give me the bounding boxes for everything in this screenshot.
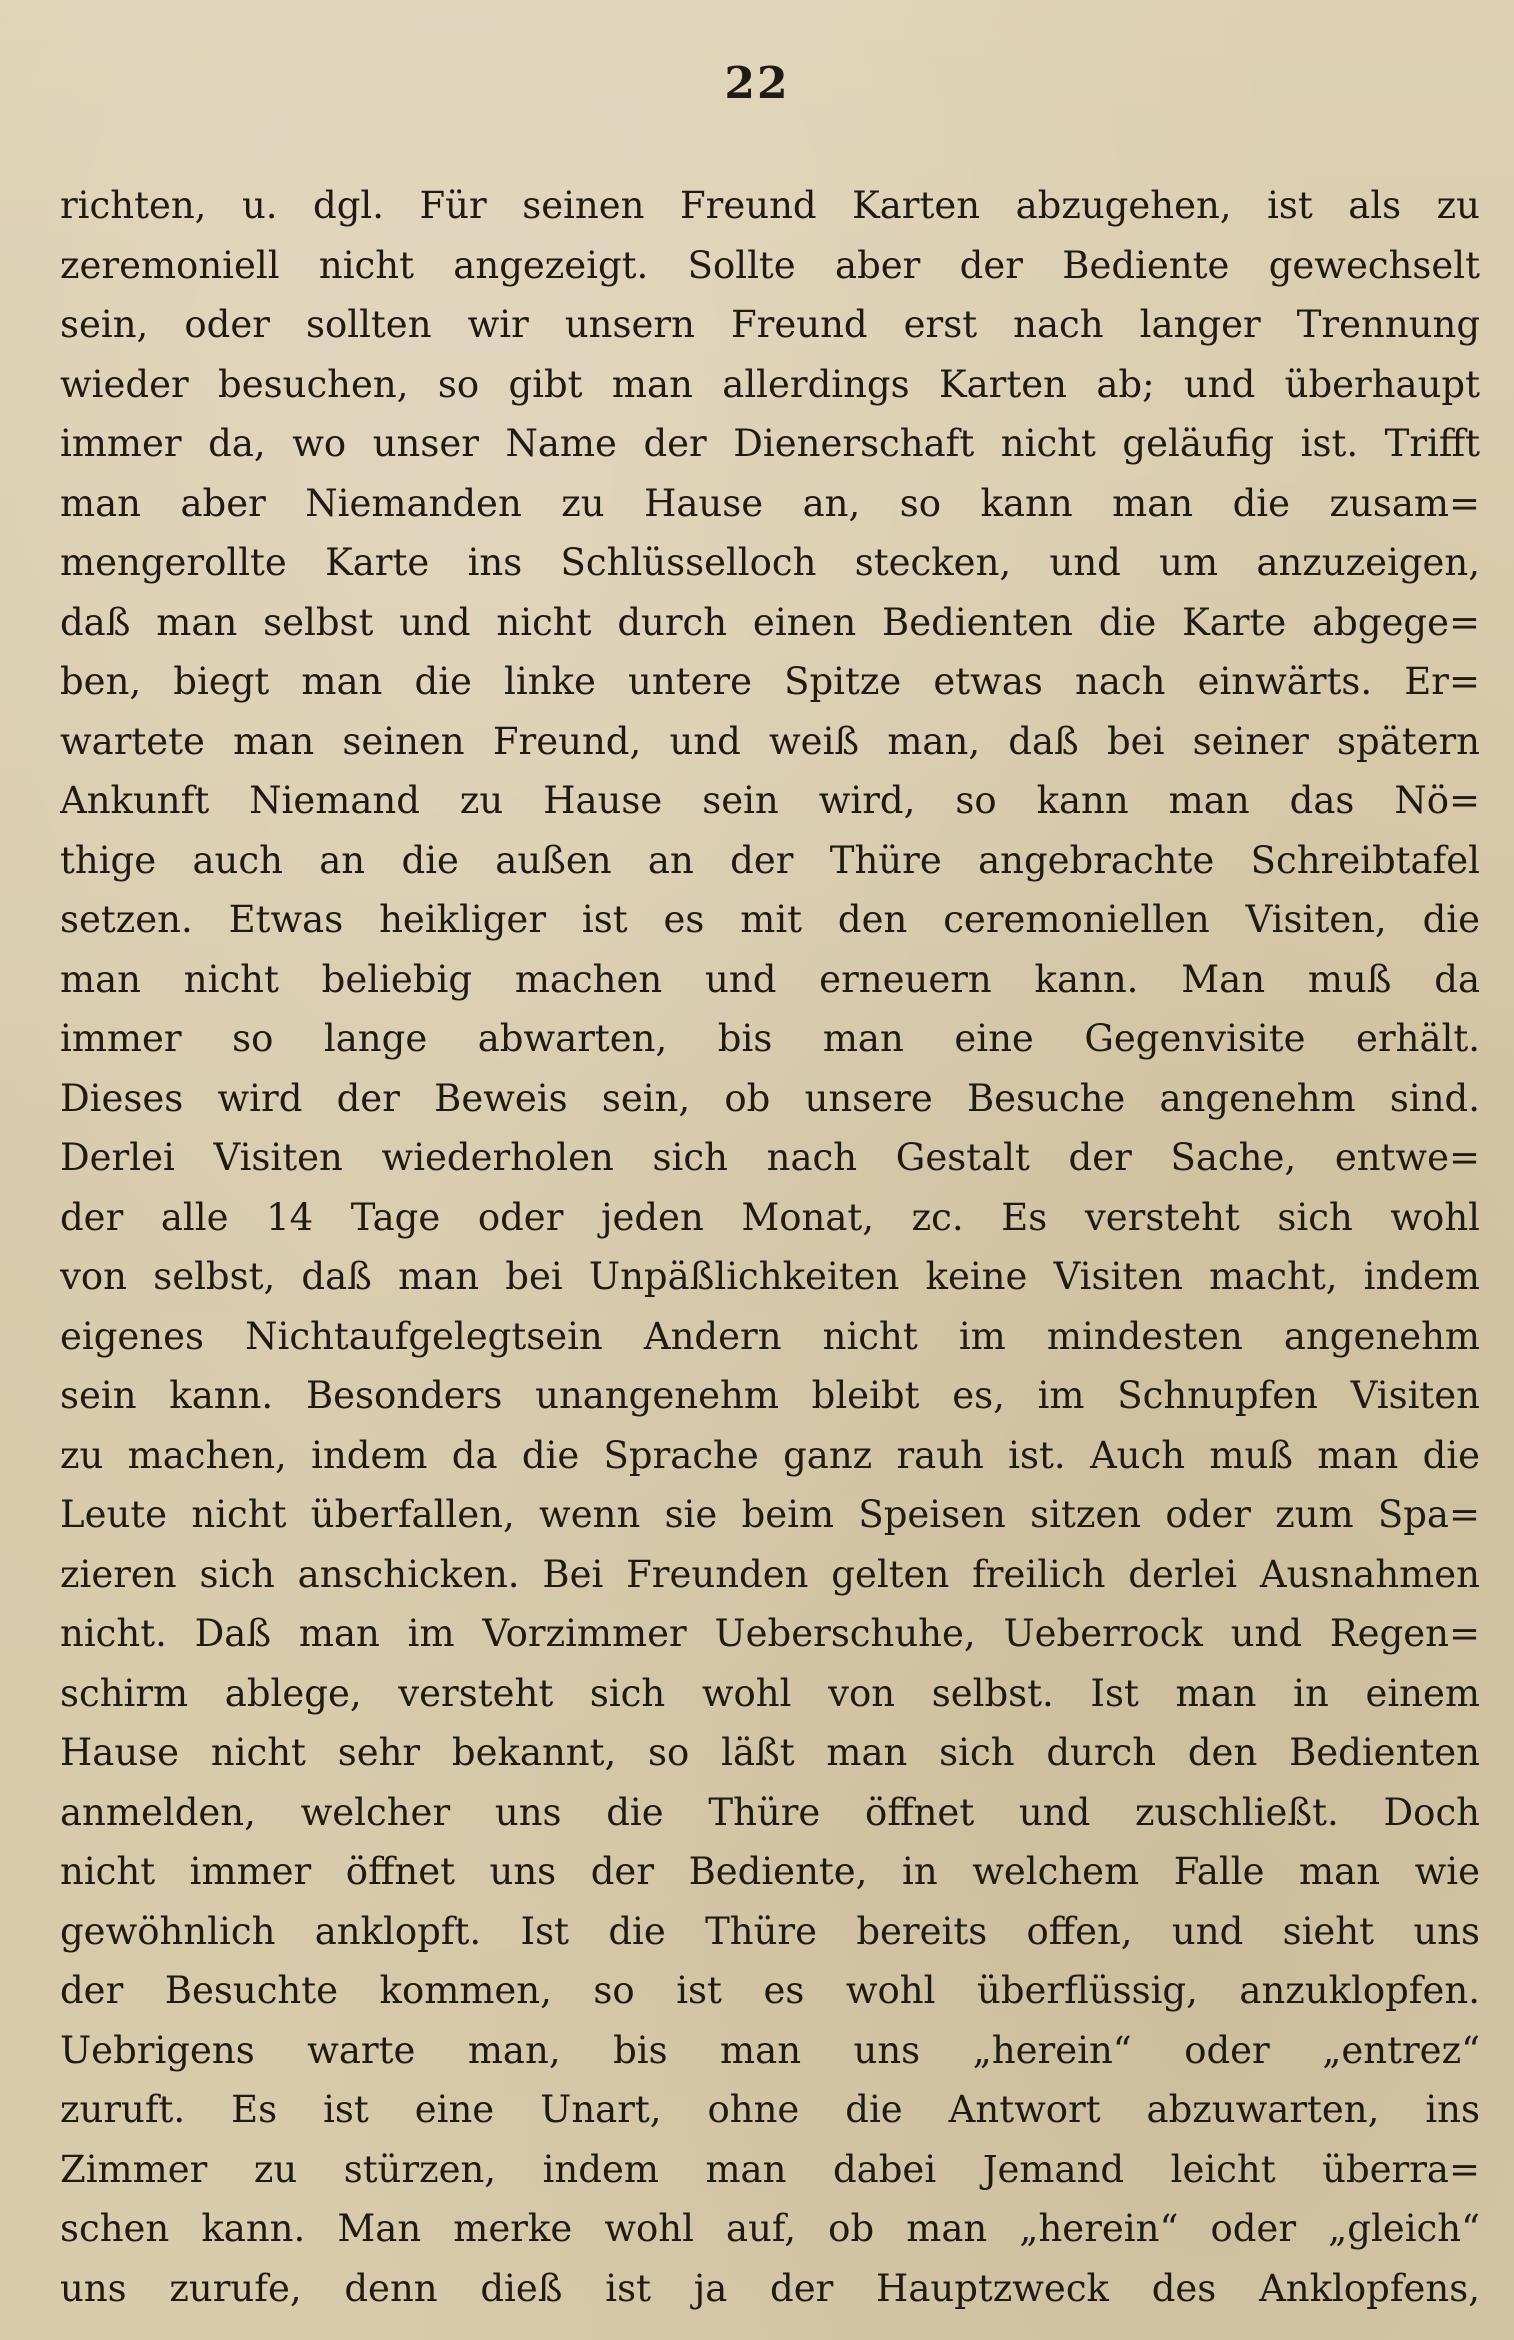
text-line: wieder besuchen, so gibt man allerdings Karten ab; und überhaupt [60, 362, 1480, 406]
text-line: schirm ablege, versteht sich wohl von selbst. Ist man in einem [60, 1671, 1480, 1715]
text-line: immer da, wo unser Name der Dienerschaft nicht geläufig ist. Trifft [60, 422, 1480, 465]
text-line: nicht immer öffnet uns der Bediente, in welchem Falle man wie [60, 1850, 1480, 1893]
text-line: mengerollte Karte ins Schlüsselloch stecken, und um anzuzeigen, [60, 541, 1480, 584]
text-line: setzen. Etwas heikliger ist es mit den ceremoniellen Visiten, die [60, 898, 1480, 941]
text-line: zu machen, indem da die Sprache ganz rauh ist. Auch muß man die [60, 1433, 1480, 1477]
text-line: zuruft. Es ist eine Unart, ohne die Antwort abzuwarten, ins [60, 2088, 1480, 2131]
text-line: richten, u. dgl. Für seinen Freund Karten abzugehen, ist als zu [60, 184, 1480, 227]
text-line: Dieses wird der Beweis sein, ob unsere Besuche angenehm sind. [60, 1076, 1480, 1120]
text-line: wartete man seinen Freund, und weiß man, daß bei seiner spätern [60, 719, 1480, 763]
text-line: ben, biegt man die linke untere Spitze etwas nach einwärts. Er= [60, 660, 1480, 703]
text-line: Derlei Visiten wiederholen sich nach Gestalt der Sache, entwe= [60, 1136, 1480, 1179]
text-line: Leute nicht überfallen, wenn sie beim Speisen sitzen oder zum Spa= [60, 1493, 1480, 1536]
text-line: Hause nicht sehr bekannt, so läßt man sich durch den Bedienten [60, 1731, 1480, 1774]
text-line: thige auch an die außen an der Thüre angebrachte Schreibtafel [60, 838, 1480, 882]
page-number: 22 [724, 58, 790, 109]
text-line: gewöhnlich anklopft. Ist die Thüre bereits offen, und sieht uns [60, 1909, 1480, 1953]
text-line: sein kann. Besonders unangenehm bleibt es, im Schnupfen Visiten [60, 1374, 1480, 1417]
text-line: Zimmer zu stürzen, indem man dabei Jemand leicht überra= [60, 2147, 1480, 2191]
text-line: Uebrigens warte man, bis man uns „herein“ oder „entrez“ [60, 2028, 1480, 2072]
text-line: anmelden, welcher uns die Thüre öffnet und zuschließt. Doch [60, 1790, 1480, 1834]
text-line: zeremoniell nicht angezeigt. Sollte aber der Bediente gewechselt [60, 243, 1480, 287]
text-line: zieren sich anschicken. Bei Freunden gelten freilich derlei Ausnahmen [60, 1552, 1480, 1596]
text-line: sein, oder sollten wir unsern Freund erst nach langer Trennung [60, 303, 1480, 346]
text-line: schen kann. Man merke wohl auf, ob man „herein“ oder „gleich“ [60, 2207, 1480, 2250]
body-text [60, 176, 1480, 2318]
text-line: der Besuchte kommen, so ist es wohl überflüssig, anzuklopfen. [60, 1969, 1480, 2012]
text-line: nicht. Daß man im Vorzimmer Ueberschuhe, Ueberrock und Regen= [60, 1612, 1480, 1655]
text-line: der alle 14 Tage oder jeden Monat, zc. Es versteht sich wohl [60, 1195, 1480, 1239]
text-line: man nicht beliebig machen und erneuern kann. Man muß da [60, 957, 1480, 1001]
text-line: eigenes Nichtaufgelegtsein Andern nicht im mindesten angenehm [60, 1314, 1480, 1358]
text-line: von selbst, daß man bei Unpäßlichkeiten keine Visiten macht, indem [60, 1255, 1480, 1298]
text-line: man aber Niemanden zu Hause an, so kann man die zusam= [60, 481, 1480, 525]
text-line: Ankunft Niemand zu Hause sein wird, so kann man das Nö= [60, 779, 1480, 822]
text-line: uns zurufe, denn dieß ist ja der Hauptzweck des Anklopfens, [60, 2266, 1480, 2310]
text-line: daß man selbst und nicht durch einen Bedienten die Karte abgege= [60, 600, 1480, 644]
text-line: immer so lange abwarten, bis man eine Gegenvisite erhält. [60, 1017, 1480, 1060]
